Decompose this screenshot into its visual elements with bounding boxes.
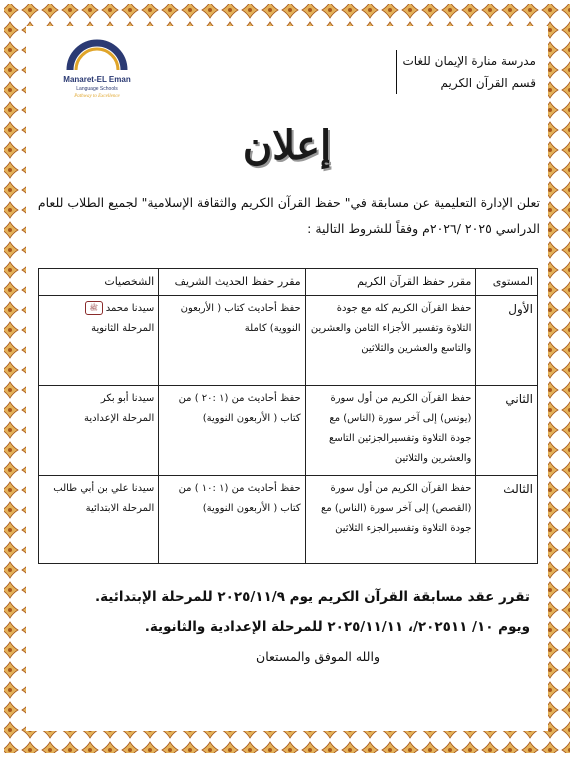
calligraphy-seal-icon: ﷺ bbox=[85, 301, 103, 315]
header-figures: الشخصيات bbox=[39, 269, 159, 296]
figures-name-line: سيدنا علي بن أبي طالب bbox=[53, 483, 155, 494]
quran-cell: حفظ القرآن الكريم من أول سورة (القصص) إلى آخر سورة (الناس) مع جودة التلاوة وتفسيرالجزء الثلاثين bbox=[305, 476, 476, 564]
header-quran: مقرر حفظ القرآن الكريم bbox=[305, 269, 476, 296]
announcement-content bbox=[34, 30, 540, 726]
page-title: إعلان bbox=[242, 122, 332, 169]
school-logo bbox=[62, 38, 132, 104]
figures-stage-line: المرحلة الإعدادية bbox=[84, 413, 155, 424]
svg-text:Manaret-EL Eman: Manaret-EL Eman bbox=[63, 75, 131, 84]
header-hadith: مقرر حفظ الحديث الشريف bbox=[159, 269, 305, 296]
level-cell: الثالث bbox=[476, 476, 538, 564]
figures-cell bbox=[39, 386, 159, 476]
level-cell: الثاني bbox=[476, 386, 538, 476]
intro-line-2: الدراسي ٢٠٢٥ /٢٠٢٦م وفقاً للشروط التالية : bbox=[307, 221, 540, 236]
closing-line-1: تقرر عقد مسابقة القرآن الكريم يوم ٢٠٢٥/١١/٩ للمرحلة الإبتدائية. bbox=[94, 589, 530, 605]
table-row bbox=[39, 476, 538, 564]
figures-stage-line: المرحلة الثانوية bbox=[91, 323, 155, 334]
quran-cell: حفظ القرآن الكريم من أول سورة (يونس) إلى آخر سورة (الناس) مع جودة التلاوة وتفسيرالجزئين التاسع والعشرين والثلاثين bbox=[305, 386, 476, 476]
level-cell: الأول bbox=[476, 296, 538, 386]
table-row bbox=[39, 386, 538, 476]
table-row bbox=[39, 296, 538, 386]
figures-cell bbox=[39, 476, 159, 564]
header-divider bbox=[396, 50, 397, 94]
figures-stage-line: المرحلة الابتدائية bbox=[85, 503, 155, 514]
school-logo-icon bbox=[62, 38, 132, 104]
department-name: قسم القرآن الكريم bbox=[440, 76, 536, 90]
school-name: مدرسة منارة الإيمان للغات bbox=[402, 54, 536, 68]
svg-text:Pathway to Excellence: Pathway to Excellence bbox=[74, 94, 120, 99]
intro-line-1: تعلن الإدارة التعليمية عن مسابقة في" حفظ القرآن الكريم والثقافة الإسلامية" لجميع الطلاب للعام bbox=[37, 195, 540, 210]
figures-cell bbox=[39, 296, 159, 386]
header-level: المستوى bbox=[476, 269, 538, 296]
closing-section bbox=[40, 582, 530, 672]
hadith-cell: حفظ أحاديث من (١ :١٠ ) من كتاب ( الأربعون النووية) bbox=[159, 476, 305, 564]
intro-paragraph bbox=[34, 190, 540, 242]
hadith-cell: حفظ أحاديث من (١ :٢٠ ) من كتاب ( الأربعون النووية) bbox=[159, 386, 305, 476]
closing-line-2: ويوم ١٠/ ٢٠٢٥١١/، ٢٠٢٥/١١/١١ للمرحلة الإعدادية والثانوية. bbox=[144, 619, 530, 635]
hadith-cell: حفظ أحاديث كتاب ( الأربعون النووية) كاملة bbox=[159, 296, 305, 386]
svg-text:Language Schools: Language Schools bbox=[76, 86, 118, 92]
school-header bbox=[402, 50, 536, 94]
table-header-row bbox=[39, 269, 538, 296]
figures-name-line: سيدنا محمدﷺ bbox=[43, 299, 154, 319]
conditions-table bbox=[38, 268, 538, 564]
quran-cell: حفظ القرآن الكريم كله مع جودة التلاوة وتفسير الأجزاء الثامن والعشرين والتاسع والعشرين والثلاثين bbox=[305, 296, 476, 386]
closing-signoff: والله الموفق والمستعان bbox=[256, 649, 380, 664]
figures-name-line: سيدنا أبو بكر bbox=[100, 393, 155, 404]
